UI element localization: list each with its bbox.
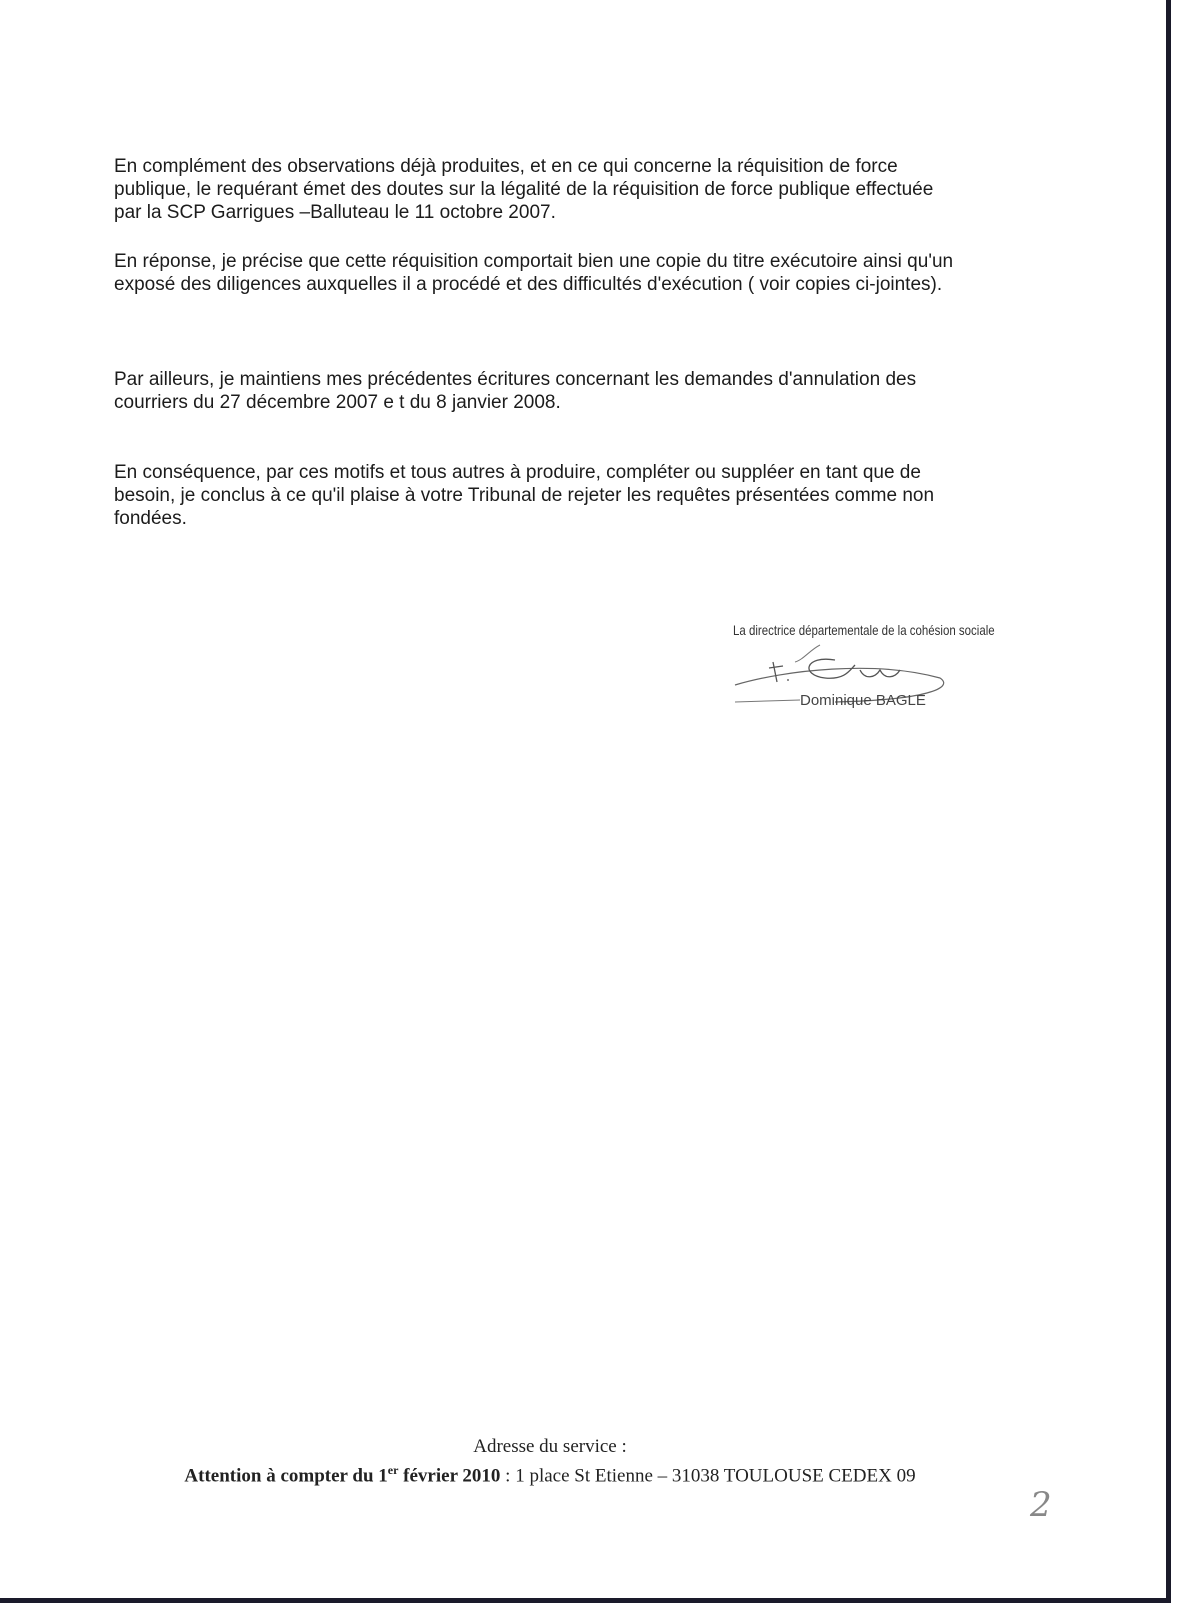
footer-street: : 1 place St Etienne – 31038 TOULOUSE CEDEX 09 <box>500 1465 916 1487</box>
footer-address <box>0 1461 1100 1487</box>
paragraph-maintain <box>114 368 916 414</box>
text-line: besoin, je conclus à ce qu'il plaise à votre Tribunal de rejeter les requêtes présentées comme non <box>114 485 935 506</box>
text-line: En conséquence, par ces motifs et tous autres à produire, compléter ou suppléer en tant que de <box>114 462 921 483</box>
paragraph-requisition <box>114 155 933 224</box>
text-line: En complément des observations déjà produites, et en ce qui concerne la réquisition de force <box>114 156 898 177</box>
footer-superscript: er <box>387 1463 399 1477</box>
text-line: En réponse, je précise que cette réquisition comportait bien une copie du titre exécutoire ainsi qu'un <box>114 251 954 272</box>
handwritten-page-number: 2 <box>1030 1485 1052 1525</box>
text-line: courriers du 27 décembre 2007 e t du 8 janvier 2008. <box>114 392 561 413</box>
text-line: fondées. <box>114 508 187 529</box>
text-line: Par ailleurs, je maintiens mes précédentes écritures concernant les demandes d'annulation des <box>114 369 917 390</box>
footer-date: février 2010 <box>398 1465 501 1487</box>
signatory-name: Dominique BAGLE <box>800 692 926 709</box>
footer-notice: Attention à compter du 1 <box>184 1465 388 1487</box>
text-line: par la SCP Garrigues –Balluteau le 11 octobre 2007. <box>114 202 556 223</box>
text-line: publique, le requérant émet des doutes sur la légalité de la réquisition de force publique effectuée <box>114 179 934 200</box>
signatory-title: La directrice départementale de la cohésion sociale <box>733 622 995 638</box>
text-line: exposé des diligences auxquelles il a procédé et des difficultés d'exécution ( voir copies ci-jointes). <box>114 274 943 295</box>
footer-address-label: Adresse du service : <box>473 1436 627 1457</box>
paragraph-conclusion <box>114 461 934 530</box>
paragraph-response <box>114 250 953 296</box>
